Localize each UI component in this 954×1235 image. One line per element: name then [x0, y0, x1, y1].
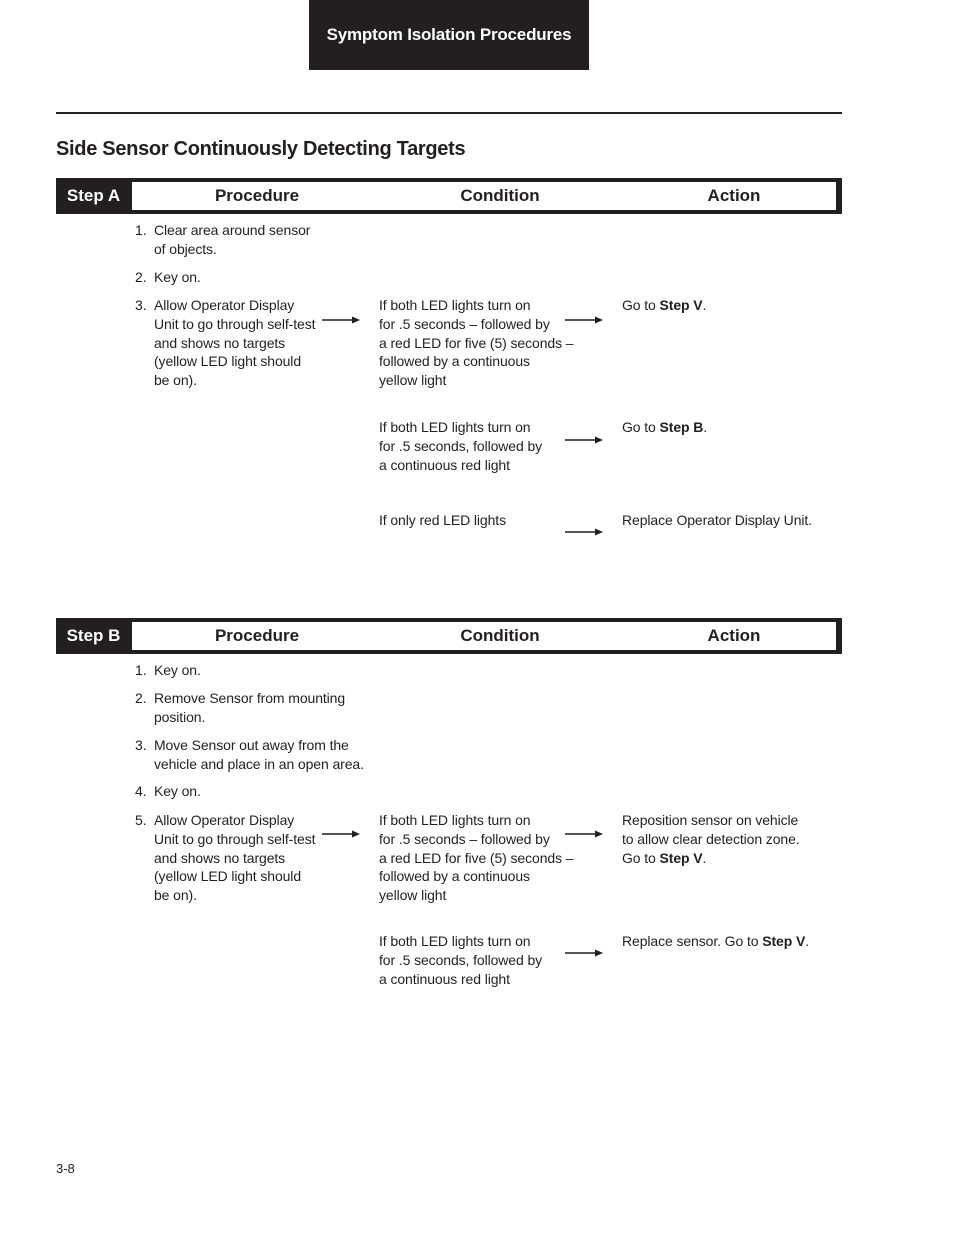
procedure-column-header: Procedure: [214, 186, 300, 205]
page-number: 3-8: [56, 1161, 75, 1176]
condition-column-header: Condition: [460, 186, 540, 205]
section-tab: Symptom Isolation Procedures: [309, 0, 589, 70]
arrow-icon: [565, 435, 603, 445]
action-column-header: Action: [707, 186, 761, 205]
condition-text: If only red LED lights: [379, 512, 506, 528]
action-text: Replace sensor. Go to Step V.: [622, 933, 809, 949]
arrow-icon: [565, 527, 603, 537]
procedure-text: Key on.: [154, 662, 201, 678]
action-text: Replace Operator Display Unit.: [622, 512, 812, 528]
step-a-header: [56, 178, 842, 214]
divider-rule: [56, 112, 842, 114]
action-column-header: Action: [707, 626, 761, 645]
procedure-number: 1.: [135, 222, 147, 238]
procedure-text: Allow Operator Display Unit to go through self-test and shows no targets (yellow LED light should be on).: [154, 812, 316, 904]
procedure-number: 4.: [135, 783, 147, 799]
procedure-text: Allow Operator Display Unit to go through self-test and shows no targets (yellow LED light should be on).: [154, 297, 316, 389]
condition-text: If both LED lights turn on for .5 seconds, followed by a continuous red light: [379, 933, 543, 987]
condition-text: If both LED lights turn on for .5 seconds – followed by a red LED for five (5) seconds – followed by a continuous yellow light: [379, 812, 574, 904]
action-text: Reposition sensor on vehicle to allow clear detection zone. Go to Step V.: [622, 812, 800, 866]
condition-text: If both LED lights turn on for .5 seconds, followed by a continuous red light: [379, 419, 543, 473]
procedure-column-header: Procedure: [214, 626, 300, 645]
step-b-header: [56, 618, 842, 654]
procedure-number: 1.: [135, 662, 147, 678]
procedure-number: 3.: [135, 737, 147, 753]
procedure-number: 5.: [135, 812, 147, 828]
procedure-number: 2.: [135, 269, 147, 285]
condition-column-header: Condition: [460, 626, 540, 645]
step-a-label: Step A: [66, 186, 121, 205]
procedure-text: Key on.: [154, 269, 201, 285]
arrow-icon: [322, 829, 360, 839]
arrow-icon: [322, 315, 360, 325]
action-text: Go to Step V.: [622, 297, 707, 313]
procedure-number: 2.: [135, 690, 147, 706]
procedure-text: Key on.: [154, 783, 201, 799]
action-text: Go to Step B.: [622, 419, 708, 435]
step-b-label: Step B: [66, 626, 121, 645]
procedure-number: 3.: [135, 297, 147, 313]
procedure-text: Clear area around sensor of objects.: [154, 222, 311, 257]
procedure-text: Remove Sensor from mounting position.: [154, 690, 346, 725]
condition-text: If both LED lights turn on for .5 seconds – followed by a red LED for five (5) seconds – followed by a continuous yellow light: [379, 297, 574, 389]
page-title: Side Sensor Continuously Detecting Targets: [56, 138, 466, 160]
arrow-icon: [565, 948, 603, 958]
procedure-text: Move Sensor out away from the vehicle and place in an open area.: [154, 737, 364, 772]
